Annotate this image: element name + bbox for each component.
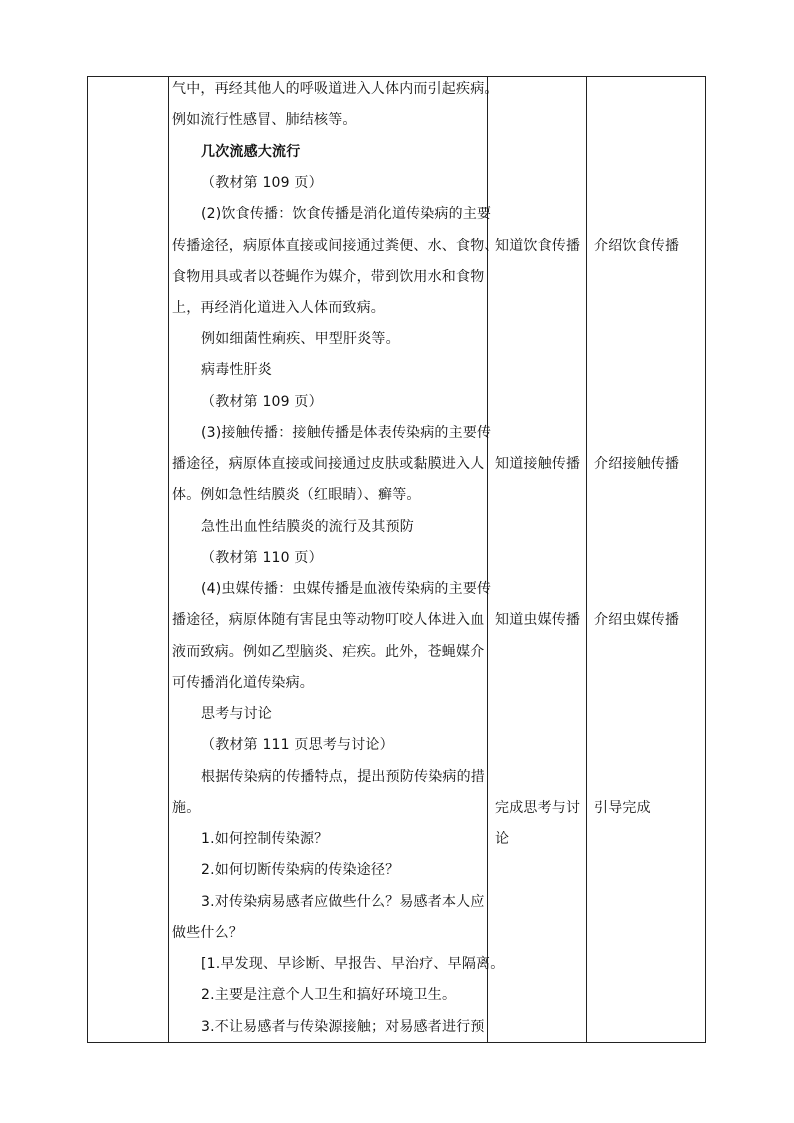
content-line: 上，再经消化道进入人体而致病。 — [172, 300, 385, 316]
answer-item: [1.早发现、早诊断、早报告、早治疗、早隔离。 — [201, 956, 505, 972]
content-line: 传播途径，病原体直接或间接通过粪便、水、食物、 — [172, 238, 499, 254]
content-line: 液而致病。例如乙型脑炎、疟疾。此外，苍蝇媒介 — [172, 644, 485, 660]
content-line: 食物用具或者以苍蝇作为媒介，带到饮用水和食物 — [172, 269, 485, 285]
column-divider-3 — [586, 77, 587, 1042]
teacher-activity: 介绍接触传播 — [594, 456, 680, 472]
question-item: 3.对传染病易感者应做些什么？易感者本人应 — [201, 894, 485, 910]
student-activity: 知道饮食传播 — [495, 238, 581, 254]
teacher-activity: 介绍饮食传播 — [594, 238, 680, 254]
textbook-reference: （教材第 109 页） — [201, 175, 323, 191]
content-line: 体。例如急性结膜炎（红眼睛）、癣等。 — [172, 487, 421, 503]
student-activity: 知道接触传播 — [495, 456, 581, 472]
content-line: 播途径，病原体直接或间接通过皮肤或黏膜进入人 — [172, 456, 485, 472]
content-line: 可传播消化道传染病。 — [172, 675, 314, 691]
content-line: 播途径，病原体随有害昆虫等动物叮咬人体进入血 — [172, 612, 485, 628]
textbook-reference: （教材第 111 页思考与讨论） — [201, 737, 394, 753]
content-line: (3)接触传播：接触传播是体表传染病的主要传 — [201, 425, 492, 441]
student-activity: 论 — [495, 831, 510, 847]
textbook-reference: （教材第 109 页） — [201, 394, 323, 410]
teacher-activity: 介绍虫媒传播 — [594, 612, 680, 628]
section-heading: 病毒性肝炎 — [201, 362, 272, 378]
student-activity: 知道虫媒传播 — [495, 612, 581, 628]
content-line: 气中，再经其他人的呼吸道进入人体内而引起疾病。 — [172, 81, 499, 97]
content-line: (4)虫媒传播：虫媒传播是血液传染病的主要传 — [201, 581, 492, 597]
content-line: 根据传染病的传播特点，提出预防传染病的措 — [201, 769, 485, 785]
question-item: 做些什么？ — [172, 925, 243, 941]
content-line: 例如流行性感冒、肺结核等。 — [172, 112, 357, 128]
content-line: 例如细菌性痢疾、甲型肝炎等。 — [201, 331, 400, 347]
question-item: 1.如何控制传染源？ — [201, 831, 329, 847]
content-line: 施。 — [172, 800, 201, 816]
column-divider-1 — [168, 77, 169, 1042]
teacher-activity: 引导完成 — [594, 800, 651, 816]
answer-item: 2.主要是注意个人卫生和搞好环境卫生。 — [201, 987, 457, 1003]
section-heading: 急性出血性结膜炎的流行及其预防 — [201, 519, 414, 535]
section-heading: 思考与讨论 — [201, 706, 272, 722]
answer-item: 3.不让易感者与传染源接触；对易感者进行预 — [201, 1019, 485, 1035]
content-line: (2)饮食传播：饮食传播是消化道传染病的主要 — [201, 206, 492, 222]
textbook-reference: （教材第 110 页） — [201, 550, 323, 566]
section-heading: 几次流感大流行 — [201, 144, 301, 160]
question-item: 2.如何切断传染病的传染途径？ — [201, 862, 400, 878]
student-activity: 完成思考与讨 — [495, 800, 581, 816]
